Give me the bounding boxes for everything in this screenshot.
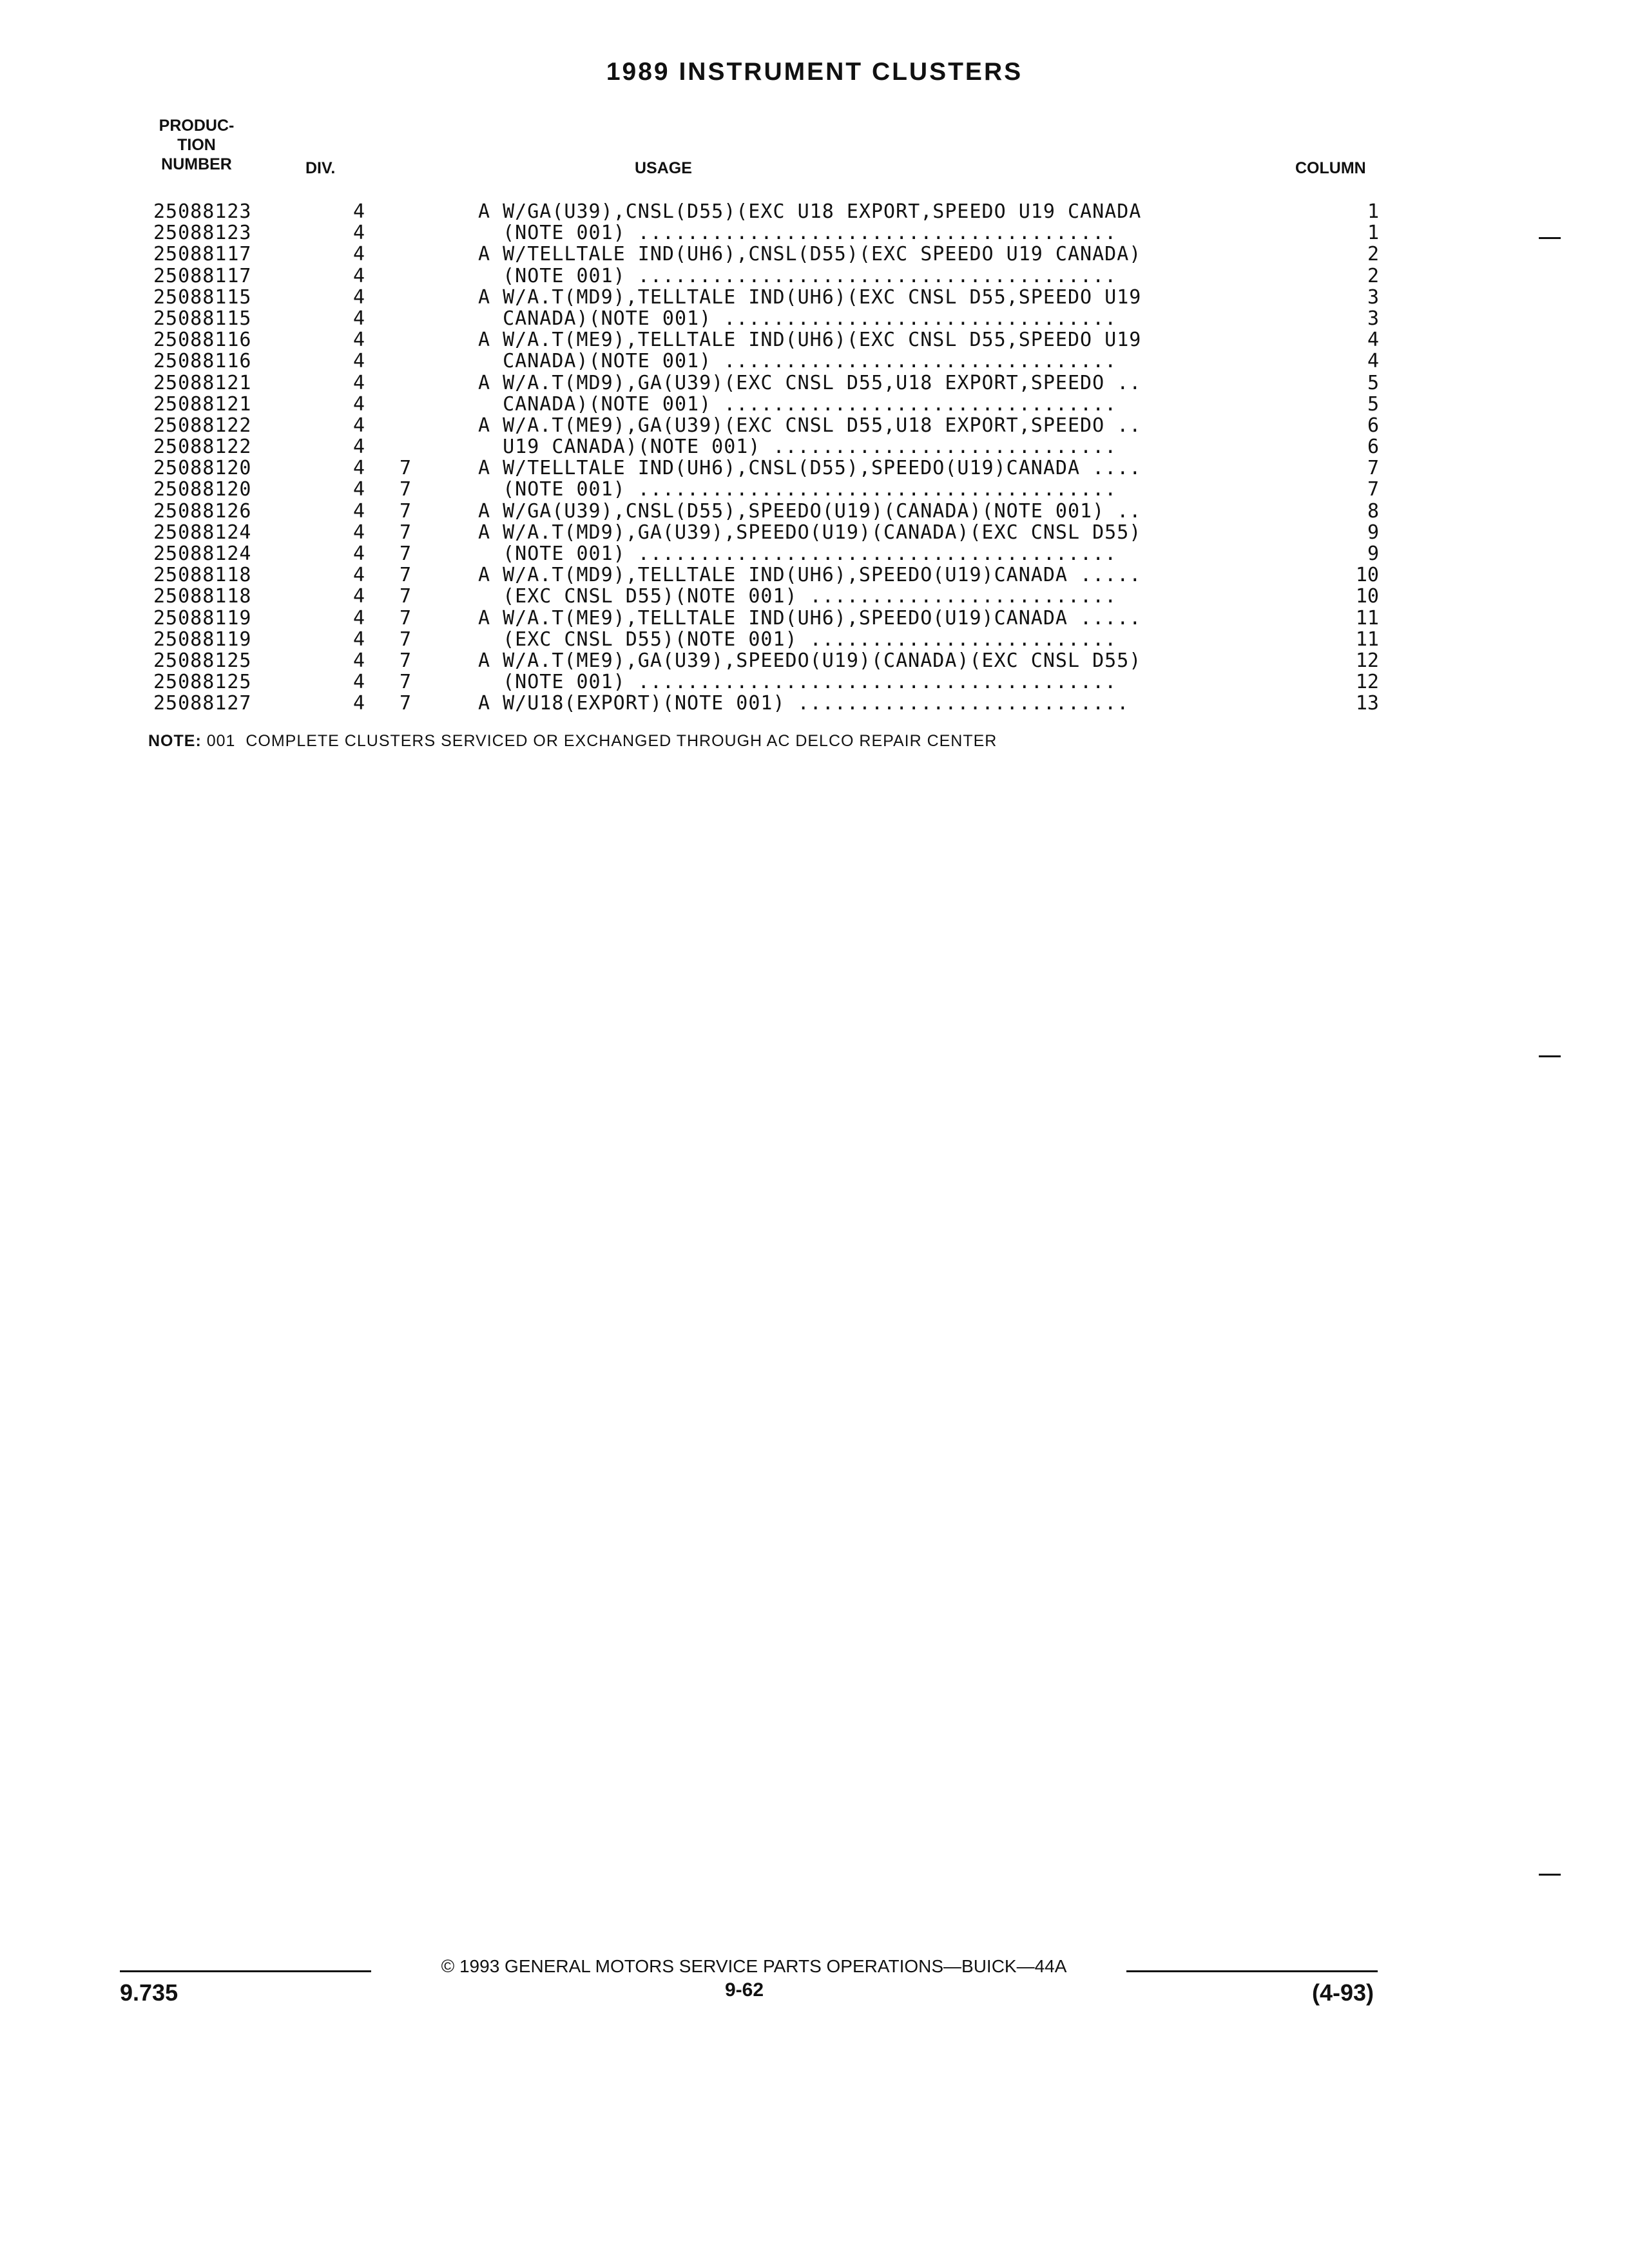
division-code: 4 [353, 564, 365, 587]
table-row [0, 265, 1629, 287]
division-code: 4 [353, 222, 365, 245]
column-number: 4 [1367, 350, 1379, 373]
revision-date: (4-93) [1311, 1979, 1374, 2006]
column-number: 13 [1355, 692, 1379, 715]
column-number: 7 [1367, 457, 1379, 480]
division-code: 7 [400, 692, 412, 715]
table-row [0, 522, 1629, 543]
division-code: 7 [400, 499, 412, 523]
footnote-label: NOTE: [148, 732, 202, 750]
division-code: 4 [353, 285, 365, 309]
usage-text: A W/TELLTALE IND(UH6),CNSL(D55),SPEEDO(U19)CANADA .... [478, 457, 1142, 480]
production-number: 25088121 [153, 392, 252, 416]
division-code: 7 [400, 606, 412, 629]
production-number: 25088123 [153, 200, 252, 223]
usage-text: (NOTE 001) ....................................... [478, 264, 1117, 287]
production-number: 25088120 [153, 478, 252, 501]
production-number: 25088116 [153, 329, 252, 352]
header-column: COLUMN [1295, 159, 1366, 177]
production-number: 25088124 [153, 521, 252, 544]
division-code: 4 [353, 243, 365, 266]
footer-rule-left [120, 1970, 371, 1972]
table-row [0, 415, 1629, 436]
production-number: 25088117 [153, 264, 252, 287]
division-code: 4 [353, 392, 365, 416]
table-row [0, 329, 1629, 351]
division-code: 4 [353, 329, 365, 352]
division-code: 7 [400, 564, 412, 587]
usage-text: A W/U18(EXPORT)(NOTE 001) ........................... [478, 692, 1130, 715]
column-number: 3 [1367, 285, 1379, 309]
production-number: 25088125 [153, 649, 252, 672]
production-number: 25088118 [153, 564, 252, 587]
division-code: 4 [353, 628, 365, 651]
table-row [0, 308, 1629, 329]
production-number: 25088121 [153, 371, 252, 394]
column-number: 9 [1367, 521, 1379, 544]
column-number: 10 [1355, 585, 1379, 608]
usage-text: A W/A.T(MD9),GA(U39),SPEEDO(U19)(CANADA)(EXC CNSL D55) [478, 521, 1142, 544]
division-code: 4 [353, 543, 365, 565]
usage-text: A W/A.T(ME9),GA(U39)(EXC CNSL D55,U18 EXPORT,SPEEDO .. [478, 414, 1142, 437]
production-number: 25088122 [153, 436, 252, 459]
column-number: 9 [1367, 543, 1379, 565]
production-number: 25088123 [153, 222, 252, 245]
column-number: 7 [1367, 478, 1379, 501]
usage-text: CANADA)(NOTE 001) ................................ [478, 392, 1117, 416]
page-title: 1989 INSTRUMENT CLUSTERS [606, 58, 1023, 86]
division-code: 4 [353, 371, 365, 394]
column-number: 6 [1367, 414, 1379, 437]
header-production-number: PRODUC- TION NUMBER [159, 117, 235, 173]
table-row [0, 543, 1629, 564]
usage-text: A W/A.T(ME9),GA(U39),SPEEDO(U19)(CANADA)(EXC CNSL D55) [478, 649, 1142, 672]
table-row [0, 608, 1629, 629]
production-number: 25088115 [153, 285, 252, 309]
footnote-text: 001 COMPLETE CLUSTERS SERVICED OR EXCHANGED THROUGH AC DELCO REPAIR CENTER [201, 732, 998, 750]
column-number: 12 [1355, 649, 1379, 672]
column-number: 3 [1367, 307, 1379, 330]
column-number: 1 [1367, 222, 1379, 245]
margin-tick-mark [1539, 1055, 1561, 1057]
division-code: 4 [353, 414, 365, 437]
usage-text: A W/TELLTALE IND(UH6),CNSL(D55)(EXC SPEEDO U19 CANADA) [478, 243, 1142, 266]
division-code: 7 [400, 521, 412, 544]
division-code: 4 [353, 436, 365, 459]
table-row [0, 501, 1629, 522]
division-code: 4 [353, 478, 365, 501]
usage-text: A W/A.T(MD9),GA(U39)(EXC CNSL D55,U18 EXPORT,SPEEDO .. [478, 371, 1142, 394]
usage-text: (NOTE 001) ....................................... [478, 478, 1117, 501]
usage-text: (NOTE 001) ....................................... [478, 222, 1117, 245]
production-number: 25088126 [153, 499, 252, 523]
parts-table [0, 201, 1629, 715]
column-number: 10 [1355, 564, 1379, 587]
usage-text: (EXC CNSL D55)(NOTE 001) ......................... [478, 628, 1117, 651]
table-row [0, 394, 1629, 415]
division-code: 4 [353, 200, 365, 223]
table-row [0, 650, 1629, 671]
division-code: 7 [400, 457, 412, 480]
usage-text: (EXC CNSL D55)(NOTE 001) ......................... [478, 585, 1117, 608]
usage-text: A W/A.T(MD9),TELLTALE IND(UH6)(EXC CNSL D55,SPEEDO U19 [478, 285, 1142, 309]
division-code: 7 [400, 649, 412, 672]
usage-text: CANADA)(NOTE 001) ................................ [478, 307, 1117, 330]
section-number: 9.735 [120, 1979, 178, 2006]
column-number: 11 [1355, 606, 1379, 629]
division-code: 4 [353, 671, 365, 694]
division-code: 7 [400, 585, 412, 608]
table-row [0, 629, 1629, 650]
table-row [0, 586, 1629, 607]
production-number: 25088118 [153, 585, 252, 608]
footnote [148, 732, 997, 751]
table-row [0, 351, 1629, 372]
usage-text: A W/GA(U39),CNSL(D55),SPEEDO(U19)(CANADA)(NOTE 001) .. [478, 499, 1142, 523]
usage-text: A W/A.T(ME9),TELLTALE IND(UH6),SPEEDO(U19)CANADA ..... [478, 606, 1142, 629]
division-code: 4 [353, 692, 365, 715]
page-number: 9-62 [724, 1979, 764, 2001]
usage-text: CANADA)(NOTE 001) ................................ [478, 350, 1117, 373]
table-row [0, 671, 1629, 693]
table-row [0, 457, 1629, 479]
production-number: 25088125 [153, 671, 252, 694]
column-number: 5 [1367, 371, 1379, 394]
division-code: 7 [400, 628, 412, 651]
margin-tick-mark [1539, 237, 1561, 239]
usage-text: U19 CANADA)(NOTE 001) ............................ [478, 436, 1117, 459]
production-number: 25088124 [153, 543, 252, 565]
table-row [0, 479, 1629, 500]
column-number: 5 [1367, 392, 1379, 416]
division-code: 4 [353, 350, 365, 373]
column-number: 1 [1367, 200, 1379, 223]
column-number: 6 [1367, 436, 1379, 459]
division-code: 7 [400, 478, 412, 501]
table-row [0, 564, 1629, 586]
production-number: 25088119 [153, 606, 252, 629]
usage-text: (NOTE 001) ....................................... [478, 671, 1117, 694]
footer-copyright: © 1993 GENERAL MOTORS SERVICE PARTS OPERATIONS—BUICK—44A [441, 1956, 1067, 1976]
production-number: 25088116 [153, 350, 252, 373]
usage-text: A W/A.T(MD9),TELLTALE IND(UH6),SPEEDO(U19)CANADA ..... [478, 564, 1142, 587]
table-row [0, 372, 1629, 394]
column-number: 8 [1367, 499, 1379, 523]
usage-text: (NOTE 001) ....................................... [478, 543, 1117, 565]
table-row [0, 287, 1629, 308]
table-row [0, 693, 1629, 714]
usage-text: A W/A.T(ME9),TELLTALE IND(UH6)(EXC CNSL D55,SPEEDO U19 [478, 329, 1142, 352]
margin-tick-mark [1539, 1874, 1561, 1876]
division-code: 4 [353, 264, 365, 287]
division-code: 4 [353, 585, 365, 608]
division-code: 4 [353, 649, 365, 672]
production-number: 25088122 [153, 414, 252, 437]
footer-rule-right [1126, 1970, 1378, 1972]
division-code: 4 [353, 499, 365, 523]
header-div: DIV. [305, 159, 336, 177]
production-number: 25088120 [153, 457, 252, 480]
division-code: 4 [353, 457, 365, 480]
column-number: 12 [1355, 671, 1379, 694]
production-number: 25088115 [153, 307, 252, 330]
column-number: 2 [1367, 264, 1379, 287]
column-number: 4 [1367, 329, 1379, 352]
production-number: 25088117 [153, 243, 252, 266]
production-number: 25088119 [153, 628, 252, 651]
column-number: 2 [1367, 243, 1379, 266]
table-row [0, 222, 1629, 244]
table-row [0, 244, 1629, 265]
header-usage: USAGE [635, 159, 692, 177]
column-number: 11 [1355, 628, 1379, 651]
production-number: 25088127 [153, 692, 252, 715]
division-code: 4 [353, 307, 365, 330]
usage-text: A W/GA(U39),CNSL(D55)(EXC U18 EXPORT,SPEEDO U19 CANADA [478, 200, 1142, 223]
table-row [0, 201, 1629, 222]
division-code: 4 [353, 606, 365, 629]
division-code: 7 [400, 543, 412, 565]
table-row [0, 436, 1629, 457]
division-code: 4 [353, 521, 365, 544]
division-code: 7 [400, 671, 412, 694]
